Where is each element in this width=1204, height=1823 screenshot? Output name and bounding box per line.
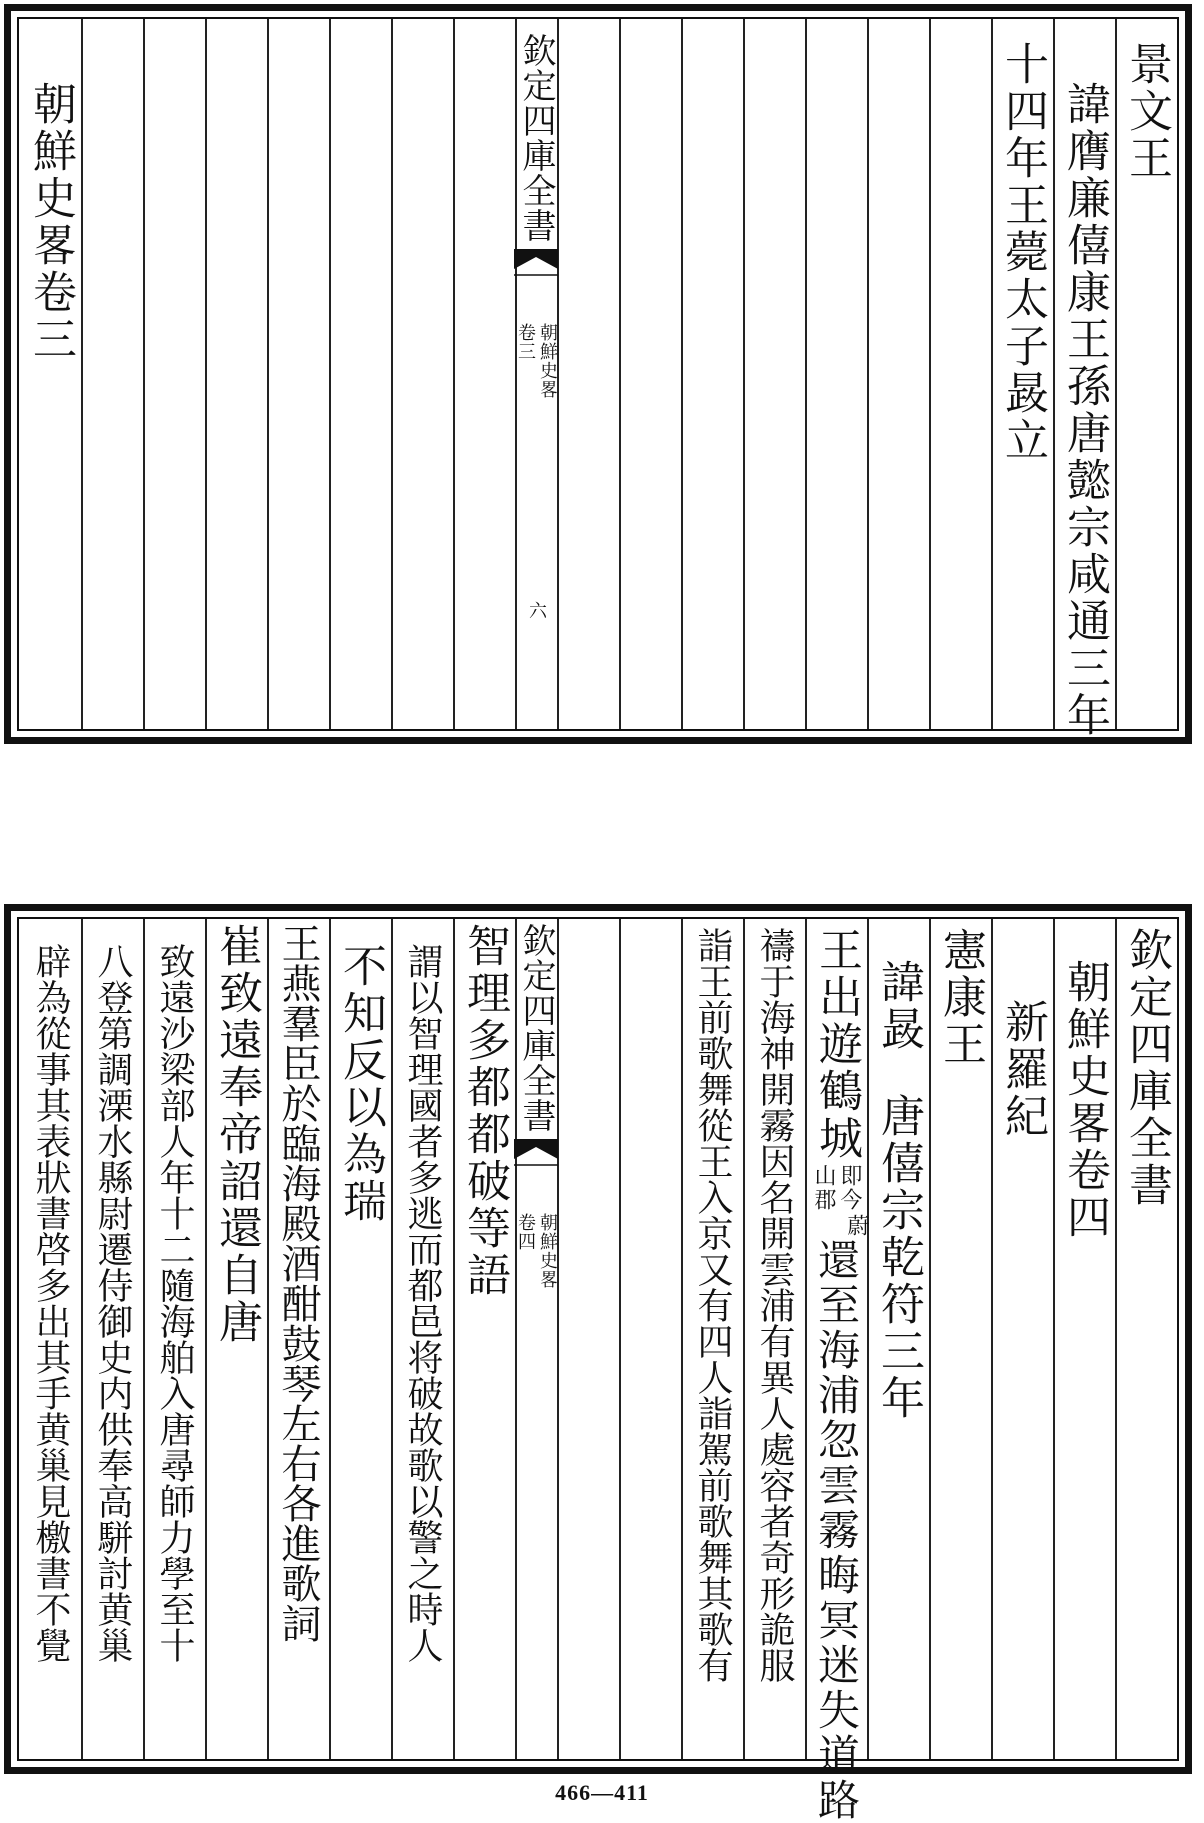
bottom-col-r3 [991, 919, 1053, 1759]
note-right-line: 即今 [837, 1164, 862, 1212]
bottom-col-l4 [267, 919, 329, 1759]
top-page-frame [4, 4, 1192, 744]
column-text: 謂以智理國者多逃而都邑将破故歌以警之時人 [402, 943, 443, 1663]
interlinear-note [810, 1164, 862, 1212]
column-text: 景文王 [1121, 41, 1172, 182]
bottom-col-l7 [81, 919, 143, 1759]
column-text: 不知反以為瑞 [335, 943, 386, 1225]
bottom-col-l1 [453, 919, 515, 1759]
column-text: 詣王前歌舞從王入京又有四人詣駕前歌舞其歌有 [692, 927, 733, 1683]
column-text: 朝鮮史畧卷四 [1059, 959, 1110, 1241]
column-text: 十四年王薨太子晸立 [997, 41, 1048, 464]
column-text: 智理多都都破等語 [459, 923, 510, 1299]
column-text: 辟為從事其表狀書啓多出其手黄巢見檄書不覺 [30, 943, 71, 1663]
top-col-3 [991, 19, 1053, 729]
bottom-fold-column [515, 919, 557, 1759]
column-text: 禱于海神開霧因名開雲浦有異人處容者奇形詭服 [754, 927, 795, 1683]
juan-end-text: 朝鮮史畧卷三 [25, 81, 76, 363]
top-fold-column [515, 19, 557, 729]
bottom-col-r8 [681, 919, 743, 1759]
note-left-line: 山郡 [811, 1164, 836, 1212]
fold-volume: 卷三 [515, 323, 536, 361]
column-text: 諱膺廉僖康王孫 [1059, 81, 1110, 410]
fishtail-mark-icon [514, 249, 558, 283]
column-text: 憲康王 [935, 927, 986, 1068]
column-text: 諱晸 [873, 959, 924, 1053]
column-text: 新羅紀 [997, 999, 1048, 1140]
bottom-col-l2 [391, 919, 453, 1759]
bottom-col-r2 [1053, 919, 1115, 1759]
column-text: 王燕羣臣於臨海殿酒酣鼓琴左右各進歌詞 [275, 923, 321, 1643]
page-number: 466—411 [555, 1780, 649, 1805]
bottom-col-l5 [205, 919, 267, 1759]
fold-volume: 卷四 [515, 1213, 536, 1251]
column-text-continued: 唐懿宗咸通三年 [1059, 410, 1110, 739]
fold-book-title: 朝鮮史畧 [537, 323, 558, 399]
note-extra: 蔚 [844, 1214, 869, 1238]
column-text: 崔致遠奉帝詔還自唐 [211, 923, 262, 1346]
fold-title: 欽定四庫全書 [516, 33, 556, 243]
column-text: 致遠沙梁部人年十二隨海舶入唐尋師力學至十 [154, 943, 195, 1663]
bottom-col-l6 [143, 919, 205, 1759]
folio-number: 六 [526, 601, 547, 619]
fold-title: 欽定四庫全書 [516, 923, 556, 1133]
fishtail-mark-icon [514, 1139, 558, 1173]
column-text: 八登第調溧水縣尉遷侍御史内供奉高駢討黄巢 [92, 943, 133, 1663]
bottom-col-r5 [867, 919, 929, 1759]
top-page-inner [17, 17, 1179, 739]
bottom-col-r1 [1115, 919, 1177, 1759]
bottom-col-l8 [19, 919, 81, 1759]
bottom-col-r7 [743, 919, 805, 1759]
bottom-col-r6 [805, 919, 869, 1823]
column-text: 王出遊鶴城 [811, 927, 862, 1162]
top-col-2 [1053, 19, 1115, 739]
top-col-1 [1115, 19, 1177, 729]
column-text-continued: 還至海浦忽雲霧晦冥迷失道路 [812, 1238, 861, 1823]
top-col-last [19, 19, 81, 729]
bottom-col-r4 [929, 919, 991, 1759]
column-text: 欽定四庫全書 [1121, 927, 1172, 1209]
bottom-col-l3 [329, 919, 391, 1759]
fold-book-title: 朝鮮史畧 [537, 1213, 558, 1289]
column-text-continued: 唐僖宗乾符三年 [873, 1093, 924, 1422]
